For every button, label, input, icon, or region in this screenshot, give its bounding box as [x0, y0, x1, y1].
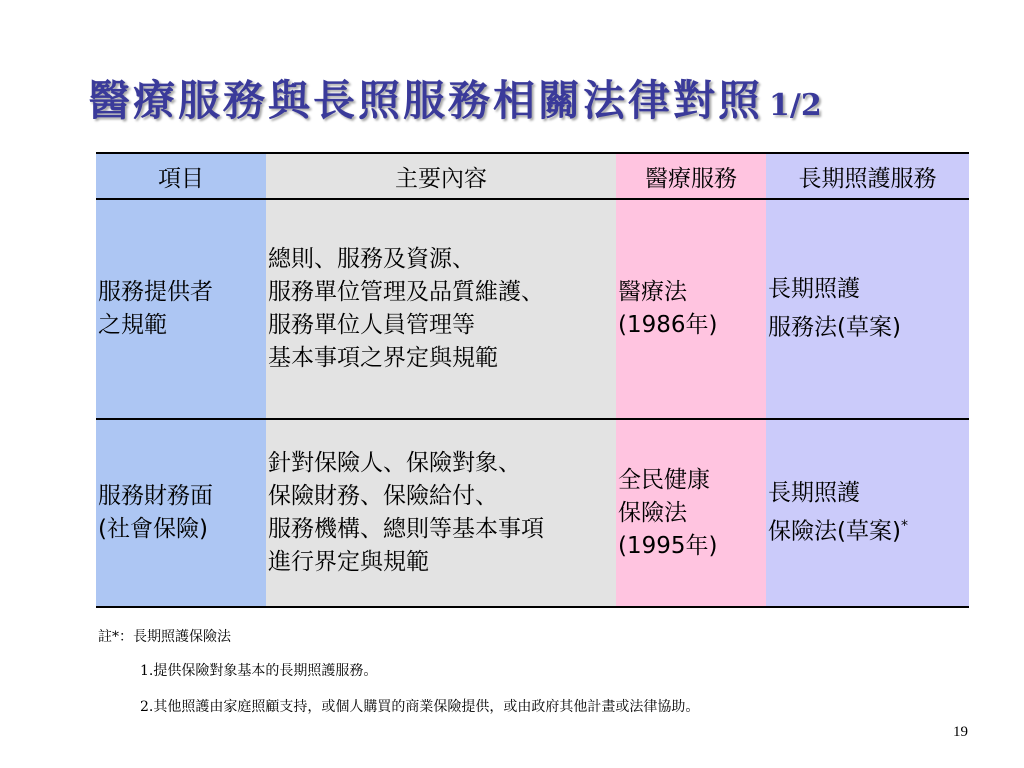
table-row	[96, 419, 969, 607]
footnote-heading: 註*：長期照護保險法	[98, 629, 231, 645]
cell-text: 保險法(草案)	[768, 518, 901, 545]
cell-line: 長期照護	[768, 276, 860, 303]
law-comparison-table	[96, 152, 969, 608]
page-number: 19	[953, 724, 968, 740]
header-ltc: 長期照護服務	[766, 153, 969, 199]
cell-line: 長期照護	[768, 480, 860, 507]
cell-line: 全民健康	[618, 466, 710, 493]
cell-line: (1995年)	[618, 532, 718, 559]
cell-medical	[616, 199, 766, 419]
cell-line: 進行界定與規範	[268, 549, 429, 575]
slide-title	[88, 68, 822, 128]
cell-ltc	[766, 419, 969, 607]
cell-ltc	[766, 199, 969, 419]
cell-line: 服務單位管理及品質維護、	[268, 279, 544, 305]
footnote-item-1: 1.提供保險對象基本的長期照護服務。	[140, 663, 378, 679]
cell-line: 醫療法	[618, 279, 687, 305]
footnote-mark: *	[900, 518, 908, 535]
title-page-part: 1/2	[769, 88, 822, 123]
cell-text: 服務法(草案)	[768, 314, 901, 341]
table-row	[96, 199, 969, 419]
title-text: 醫療服務與長照服務相關法律對照	[88, 76, 764, 125]
cell-line: 服務單位人員管理等	[268, 312, 475, 338]
cell-line: 服務財務面	[98, 483, 213, 509]
cell-medical	[616, 419, 766, 607]
cell-content	[266, 419, 616, 607]
cell-line: 總則、服務及資源、	[268, 246, 475, 272]
cell-item	[96, 419, 266, 607]
header-item: 項目	[96, 153, 266, 199]
cell-line: 服務機構、總則等基本事項	[268, 516, 544, 542]
cell-line	[768, 510, 967, 549]
header-content: 主要內容	[266, 153, 616, 199]
cell-line	[768, 306, 967, 345]
cell-line: 基本事項之界定與規範	[268, 345, 498, 371]
header-medical: 醫療服務	[616, 153, 766, 199]
cell-line: 保險財務、保險給付、	[268, 483, 498, 509]
cell-item	[96, 199, 266, 419]
footnote-item-2: 2.其他照護由家庭照顧支持，或個人購買的商業保險提供，或由政府其他計畫或法律協助。	[140, 699, 700, 715]
cell-content	[266, 199, 616, 419]
cell-line: (社會保險)	[98, 516, 208, 542]
cell-line: 之規範	[98, 312, 167, 338]
cell-line: 保險法	[618, 499, 687, 526]
cell-line: 針對保險人、保險對象、	[268, 450, 521, 476]
cell-line: 服務提供者	[98, 279, 213, 305]
table-header-row	[96, 153, 969, 199]
cell-line: (1986年)	[618, 312, 718, 338]
